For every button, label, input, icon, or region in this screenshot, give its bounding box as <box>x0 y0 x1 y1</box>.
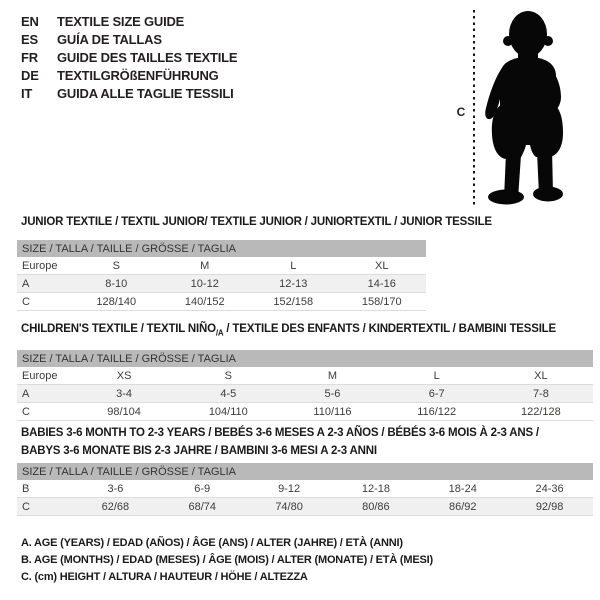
table-row-height <box>17 498 593 516</box>
row-label-cell: C <box>22 405 30 418</box>
title-subscript: /A <box>215 328 224 338</box>
language-title: GUIDA ALLE TAGLIE TESSILI <box>57 86 234 101</box>
height-measure-label: C <box>456 105 466 119</box>
baby-silhouette-icon <box>482 8 594 208</box>
footnote-a: A. AGE (YEARS) / EDAD (AÑOS) / ÂGE (ANS) / ALTER (JAHRE) / ETÀ (ANNI) <box>21 537 403 549</box>
size-cell: M <box>200 259 210 272</box>
value-cell: 18-24 <box>448 482 477 495</box>
value-cell: 110/116 <box>313 405 352 418</box>
row-label-cell: A <box>22 277 30 290</box>
row-label-cell: Europe <box>22 259 58 272</box>
size-header-bar: SIZE / TALLA / TAILLE / GRÖSSE / TAGLIA <box>17 463 593 480</box>
value-cell: 7-8 <box>532 387 549 400</box>
row-label-cell: C <box>22 295 30 308</box>
height-measure-dotted-line <box>473 10 475 208</box>
value-cell: 80/86 <box>362 500 390 513</box>
value-cell: 140/152 <box>184 295 225 308</box>
title-part: CHILDREN'S TEXTILE / TEXTIL NIÑO <box>21 323 216 335</box>
title-part: / TEXTILE DES ENFANTS / KINDERTEXTIL / BAMBINI TESSILE <box>223 323 556 335</box>
table-title <box>17 323 593 339</box>
language-code: EN <box>21 14 39 29</box>
language-title: GUÍA DE TALLAS <box>57 32 162 47</box>
value-cell: 92/98 <box>535 500 564 513</box>
row-label-cell: A <box>22 387 30 400</box>
value-cell: 68/74 <box>188 500 216 513</box>
table-row-sizes <box>17 257 426 275</box>
language-list <box>21 13 237 103</box>
title-line: BABIES 3-6 MONTH TO 2-3 YEARS / BEBÉS 3-6 MESES A 2-3 AÑOS / BÉBÉS 3-6 MOIS À 2-3 ANS / <box>21 427 539 439</box>
value-cell: 8-10 <box>105 277 128 290</box>
size-cell: XS <box>116 369 132 382</box>
language-row-fr <box>21 49 237 67</box>
value-cell: 86/92 <box>448 500 477 513</box>
value-cell: 62/68 <box>101 500 130 513</box>
size-header-bar: SIZE / TALLA / TAILLE / GRÖSSE / TAGLIA <box>17 350 593 367</box>
language-code: DE <box>21 68 39 83</box>
table-title: JUNIOR TEXTILE / TEXTIL JUNIOR/ TEXTILE JUNIOR / JUNIORTEXTIL / JUNIOR TESSILE <box>21 216 492 228</box>
children-textile-table <box>17 323 593 421</box>
value-cell: 5-6 <box>324 387 341 400</box>
figure-area <box>450 5 600 215</box>
value-cell: 10-12 <box>190 277 219 290</box>
size-cell: S <box>112 259 120 272</box>
language-row-it <box>21 85 237 103</box>
junior-textile-table <box>17 216 492 311</box>
language-title: GUIDE DES TAILLES TEXTILE <box>57 50 238 65</box>
table-title <box>17 424 593 460</box>
language-code: FR <box>21 50 38 65</box>
language-row-en <box>21 13 237 31</box>
value-cell: 158/170 <box>361 295 402 308</box>
size-cell: L <box>290 259 297 272</box>
size-cell: M <box>327 369 338 382</box>
value-cell: 98/104 <box>107 405 141 418</box>
language-row-de <box>21 67 237 85</box>
table-row-age <box>17 275 426 293</box>
value-cell: 6-9 <box>194 482 211 495</box>
language-title: TEXTILE SIZE GUIDE <box>57 14 185 29</box>
value-cell: 74/80 <box>275 500 303 513</box>
size-cell: S <box>224 369 232 382</box>
table-row-height <box>17 403 593 421</box>
size-header-bar: SIZE / TALLA / TAILLE / GRÖSSE / TAGLIA <box>17 240 426 257</box>
value-cell: 12-18 <box>361 482 390 495</box>
footnote-b: B. AGE (MONTHS) / EDAD (MESES) / ÂGE (MOIS) / ALTER (MONATE) / ETÀ (MESI) <box>21 554 433 566</box>
value-cell: 14-16 <box>367 277 396 290</box>
value-cell: 152/158 <box>273 295 314 308</box>
footnote-c: C. (cm) HEIGHT / ALTURA / HAUTEUR / HÖHE / ALTEZZA <box>21 571 308 583</box>
babies-textile-table <box>17 424 593 516</box>
size-cell: L <box>433 369 440 382</box>
size-cell: XL <box>534 369 548 382</box>
title-line: BABYS 3-6 MONATE BIS 2-3 JAHRE / BAMBINI 3-6 MESI A 2-3 ANNI <box>21 445 377 457</box>
value-cell: 4-5 <box>220 387 237 400</box>
value-cell: 6-7 <box>428 387 445 400</box>
value-cell: 122/128 <box>521 405 561 418</box>
row-label-cell: Europe <box>22 369 58 382</box>
value-cell: 116/122 <box>417 405 457 418</box>
footnotes <box>21 535 433 586</box>
value-cell: 3-6 <box>107 482 124 495</box>
language-row-es <box>21 31 237 49</box>
value-cell: 9-12 <box>278 482 301 495</box>
table-row-height <box>17 293 426 311</box>
value-cell: 128/140 <box>96 295 137 308</box>
size-cell: XL <box>375 259 389 272</box>
language-title: TEXTILGRÖßENFÜHRUNG <box>57 68 219 83</box>
table-row-sizes <box>17 367 593 385</box>
row-label-cell: B <box>22 482 30 495</box>
language-code: ES <box>21 32 38 47</box>
value-cell: 12-13 <box>279 277 308 290</box>
value-cell: 104/110 <box>208 405 248 418</box>
value-cell: 3-4 <box>116 387 133 400</box>
table-row-age-months <box>17 480 593 498</box>
row-label-cell: C <box>22 500 30 513</box>
table-row-age <box>17 385 593 403</box>
value-cell: 24-36 <box>535 482 564 495</box>
language-code: IT <box>21 86 33 101</box>
